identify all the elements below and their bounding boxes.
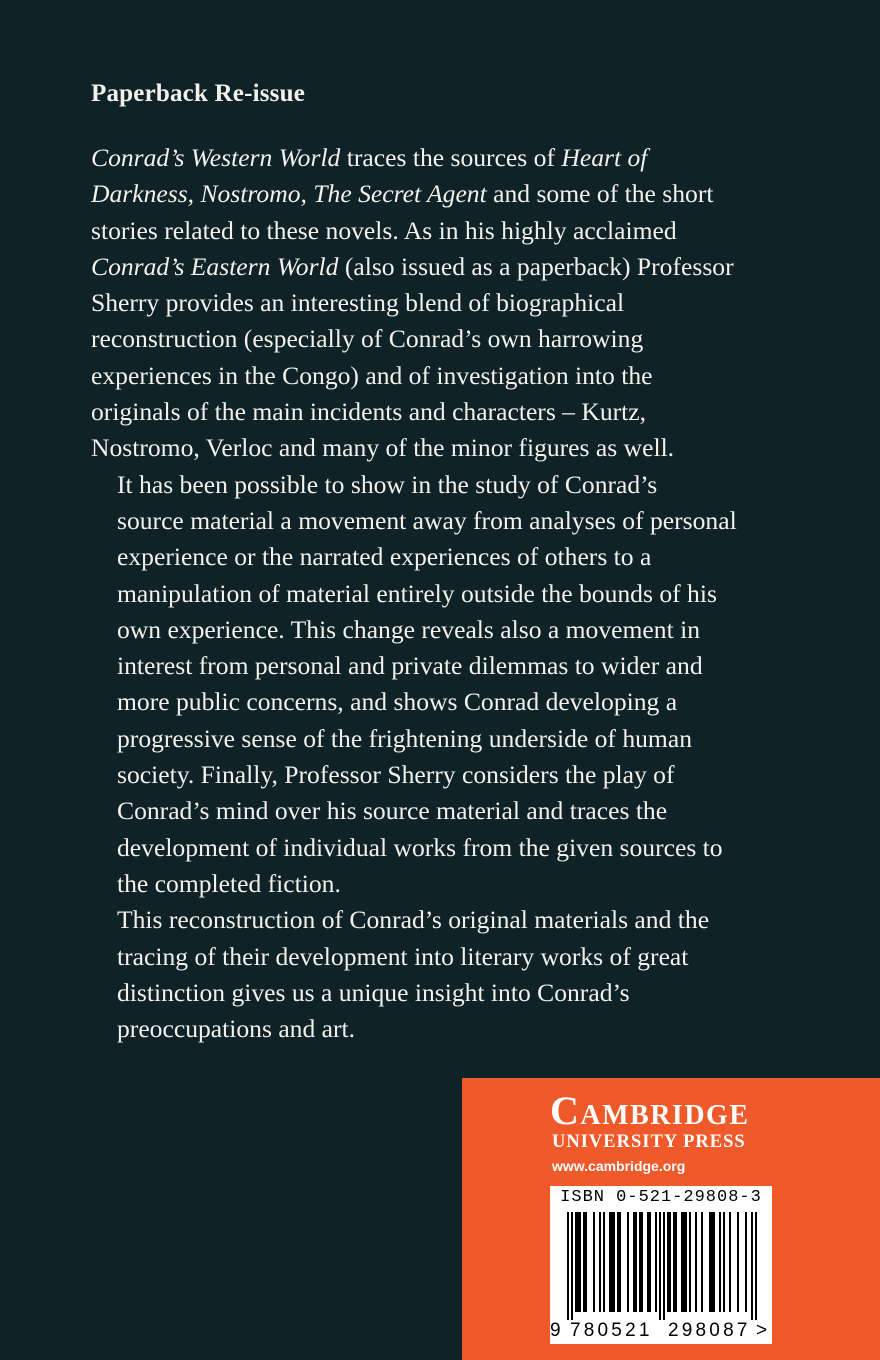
barcode-bar — [745, 1212, 747, 1312]
blurb-line: This reconstruction of Conrad’s original materials and the — [117, 905, 710, 935]
barcode-bar — [647, 1212, 649, 1312]
blurb-line: reconstruction (especially of Conrad’s own harrowing — [91, 324, 644, 354]
ean-right-digits: 298087 — [668, 1320, 751, 1341]
barcode-bar — [663, 1212, 665, 1320]
publisher-subtitle: UNIVERSITY PRESS — [552, 1132, 746, 1152]
barcode-bar — [729, 1212, 731, 1312]
book-title-italic: Conrad’s Eastern World — [91, 251, 339, 281]
blurb-line: Sherry provides an interesting blend of biographical — [91, 288, 625, 318]
barcode-bar — [681, 1212, 683, 1312]
barcode-bar — [593, 1212, 595, 1312]
blurb-line — [91, 249, 803, 285]
isbn-label: ISBN 0-521-29808-3 — [560, 1188, 762, 1207]
blurb-paragraph-3 — [91, 902, 803, 1047]
barcode-bar — [649, 1212, 651, 1312]
barcode-bar — [609, 1212, 611, 1312]
barcode-bar — [755, 1212, 757, 1320]
blurb-paragraph-1 — [91, 140, 803, 467]
book-title-italic: Darkness, Nostromo, The Secret Agent — [91, 179, 487, 209]
ean-left-digits: 780521 — [570, 1320, 653, 1341]
blurb-paragraph-2 — [91, 467, 803, 903]
barcode-bar — [711, 1212, 713, 1312]
barcode-bar — [603, 1212, 605, 1312]
barcode-bar — [751, 1212, 753, 1320]
blurb-line: more public concerns, and shows Conrad developing a — [117, 687, 678, 717]
barcode-bar — [613, 1212, 615, 1312]
barcode-bar — [659, 1212, 661, 1320]
blurb-line: experiences in the Congo) and of investigation into the — [91, 360, 653, 390]
text-run: traces the sources of — [340, 143, 562, 172]
barcode-bar — [719, 1212, 721, 1312]
barcode-bar — [611, 1212, 613, 1312]
barcode-bar — [599, 1212, 601, 1312]
blurb-line: interest from personal and private dilemmas to wider and — [117, 651, 703, 681]
book-title-italic: Conrad’s Western World — [91, 143, 341, 172]
book-title-italic: Heart of — [561, 143, 648, 172]
blurb-line: stories related to these novels. As in his highly acclaimed — [91, 215, 677, 245]
barcode-bar — [685, 1212, 687, 1312]
barcode-bar — [709, 1212, 711, 1312]
barcode-bar — [635, 1212, 637, 1312]
barcode-bar — [633, 1212, 635, 1312]
barcode-bar — [575, 1212, 577, 1312]
barcode-bar — [737, 1212, 739, 1312]
barcode-bar — [713, 1212, 715, 1312]
barcode-bar — [579, 1212, 581, 1312]
blurb-line: society. Finally, Professor Sherry considers the play of — [117, 760, 675, 790]
barcode-bar — [585, 1212, 587, 1312]
blurb-line: Conrad’s mind over his source material and traces the — [117, 796, 668, 826]
blurb-line — [91, 140, 803, 176]
barcode-bar — [673, 1212, 675, 1312]
barcode-bar — [669, 1212, 671, 1312]
blurb-line — [91, 176, 803, 212]
blurb-line: tracing of their development into literary works of great — [117, 941, 689, 971]
blurb-line: distinction gives us a unique insight into Conrad’s — [117, 977, 630, 1007]
blurb-line: originals of the main incidents and characters – Kurtz, — [91, 397, 647, 427]
blurb-line: progressive sense of the frightening underside of human — [117, 723, 692, 753]
barcode-bar — [571, 1212, 573, 1320]
ean-arrow: > — [756, 1320, 768, 1341]
barcode-bar — [667, 1212, 669, 1312]
blurb-line: source material a movement away from analyses of personal — [117, 505, 737, 535]
blurb-line: the completed fiction. — [117, 868, 341, 898]
blurb-line: development of individual works from the given sources to — [117, 832, 723, 862]
barcode-bar — [639, 1212, 641, 1312]
barcode-bar — [567, 1212, 569, 1320]
isbn-barcode — [550, 1186, 772, 1344]
barcode-bar — [577, 1212, 579, 1312]
cover-heading: Paperback Re-issue — [91, 80, 306, 107]
blurb-line: It has been possible to show in the study of Conrad’s — [117, 469, 658, 499]
text-run: and some of the short — [486, 179, 714, 209]
blurb-text — [91, 140, 803, 1047]
barcode-bar — [641, 1212, 643, 1312]
barcode-bar — [619, 1212, 621, 1312]
barcode-bar — [701, 1212, 703, 1312]
publisher-panel — [462, 1078, 880, 1360]
publisher-url: www.cambridge.org — [552, 1158, 686, 1174]
blurb-line: Nostromo, Verloc and many of the minor figures as well. — [91, 433, 675, 463]
blurb-line: own experience. This change reveals also a movement in — [117, 614, 700, 644]
barcode-bar — [723, 1212, 725, 1312]
blurb-line: experience or the narrated experiences of others to a — [117, 542, 652, 572]
blurb-line: manipulation of material entirely outside the bounds of his — [117, 578, 717, 608]
text-run: (also issued as a paperback) Professor — [338, 251, 734, 281]
barcode-bar — [655, 1212, 657, 1312]
barcode-bars — [560, 1212, 762, 1320]
blurb-line: preoccupations and art. — [117, 1014, 356, 1044]
barcode-bar — [689, 1212, 691, 1312]
barcode-bar — [583, 1212, 585, 1312]
barcode-bar — [683, 1212, 685, 1312]
barcode-bar — [617, 1212, 619, 1312]
barcode-bar — [675, 1212, 677, 1312]
barcode-bar — [627, 1212, 629, 1312]
ean-first-digit: 9 — [550, 1320, 561, 1341]
barcode-bar — [695, 1212, 697, 1312]
publisher-name: Cambridge — [550, 1088, 750, 1133]
